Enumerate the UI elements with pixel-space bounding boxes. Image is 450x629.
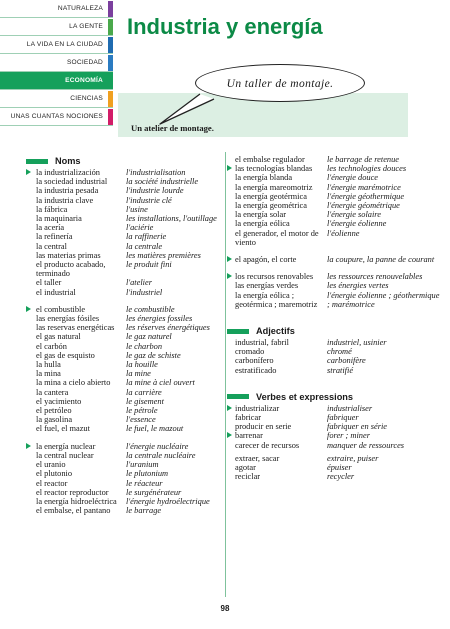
page-number: 98 [220,604,230,613]
french-translation: épuiser [327,463,352,473]
section-bar [227,394,249,399]
french-translation: la houille [126,360,158,370]
vocab-row [227,291,442,309]
french-translation: le gaz naturel [126,332,172,342]
vocab-row [26,214,226,223]
vocab-row [227,229,442,247]
spanish-term: la industria pesada [36,186,99,196]
french-translation: fabriquer [327,413,359,423]
spanish-term: la energía mareomotriz [235,182,313,192]
vocab-row [26,497,226,506]
french-translation: la centrale nucléaire [126,450,196,460]
vocab-row [227,422,442,431]
french-translation: l'industriel [126,287,163,297]
vocab-row [26,460,226,469]
section-heading [26,155,226,167]
french-translation: le gaz de schiste [126,350,181,360]
spanish-term: la energía geométrica [235,201,307,211]
spanish-term: la mina a cielo abierto [36,378,111,388]
spanish-term: la energía eólica [235,219,290,229]
vocab-row [227,255,442,264]
spanish-term: la industrialización [36,168,100,177]
spanish-term: fabricar [235,413,262,423]
spanish-term: la energía blanda [235,173,293,183]
vocab-row [26,369,226,378]
vocab-row [26,351,226,360]
french-translation: l'énergie nucléaire [126,441,189,451]
nav-item-label: CIENCIAS [70,95,103,102]
french-translation: industrialiser [327,403,373,413]
french-translation: l'industrie clé [126,195,172,205]
french-translation: l'usine [126,204,148,214]
section-bar [227,329,249,334]
nav-item-label: UNAS CUANTAS NOCIONES [10,113,103,120]
french-translation: l'énergie éolienne ; géothermique ; marémotrice [327,290,440,309]
spanish-term: industrializar [235,403,280,413]
right-column [227,155,442,481]
vocab-row [26,479,226,488]
speech-bubble: Un taller de montaje. [195,64,365,102]
vocab-row [26,288,226,297]
vocab-row [26,186,226,195]
french-translation: industriel, usinier [327,338,387,348]
spanish-term: las tecnologías blandas [235,164,313,174]
spanish-term: carbonífero [235,356,274,366]
section-title: Noms [55,156,81,166]
nav-item-label: NATURALEZA [57,5,103,12]
section-title: Verbes et expressions [256,391,354,402]
french-translation: les énergies vertes [327,281,389,291]
vocab-row [227,463,442,472]
spanish-term: la mina [36,369,61,379]
vocab-row [26,323,226,332]
french-translation: l'énergie douce [327,173,379,183]
spanish-term: el gas de esquisto [36,350,95,360]
left-column [26,155,226,515]
vocab-row [227,201,442,210]
vocab-row [227,441,442,450]
arrow-bullet-icon [26,306,31,312]
french-translation: le gisement [126,396,164,406]
french-translation: l'énergie géothermique [327,191,405,201]
french-translation: le barrage [126,506,162,516]
french-translation: forer ; miner [327,431,370,441]
french-translation: manquer de ressources [327,440,405,450]
spanish-term: la energía nuclear [36,441,96,451]
vocab-row [26,388,226,397]
spanish-term: el plutonio [36,469,73,479]
french-translation: le fuel, le mazout [126,424,184,434]
french-translation: l'industrialisation [126,168,186,177]
vocab-row [26,177,226,186]
section-heading [227,325,442,337]
vocab-row [26,314,226,323]
french-translation: l'industrie lourde [126,186,184,196]
vocab-row [26,424,226,433]
spanish-term: la gasolina [36,415,73,425]
spanish-term: la central nuclear [36,450,94,460]
vocab-row [26,332,226,341]
vocab-row [26,415,226,424]
french-translation: le combustible [126,304,175,314]
french-translation: la mine [126,369,151,379]
spanish-term: el gas natural [36,332,81,342]
vocab-row [26,378,226,387]
arrow-bullet-icon [227,165,232,171]
french-translation: carbonifère [327,356,366,366]
spanish-term: la hulla [36,360,61,370]
nav-item-label: SOCIEDAD [66,59,103,66]
french-translation: fabriquer en série [327,422,388,432]
french-translation: le réacteur [126,478,163,488]
vocab-row [227,210,442,219]
nav-item-label: ECONOMÍA [65,77,103,84]
spanish-term: el taller [36,278,62,288]
french-translation: l'atelier [126,278,152,288]
vocab-row [227,472,442,481]
vocab-row [26,397,226,406]
vocab-row [26,406,226,415]
section-bar [26,159,48,164]
spanish-term: el carbón [36,341,67,351]
vocab-row [26,251,226,260]
french-translation: la carrière [126,387,162,397]
spanish-term: los recursos renovables [235,272,314,282]
spanish-term: las energías fósiles [36,314,100,324]
spanish-term: el apagón, el corte [235,255,297,265]
french-translation: stratifié [327,365,354,375]
spanish-term: la sociedad industrial [36,177,108,187]
spanish-term: el embalse regulador [235,155,305,164]
spanish-term: la refinería [36,232,73,242]
spanish-term: el yacimiento [36,396,82,406]
spanish-term: la energía geotérmica [235,191,307,201]
french-translation: l'énergie hydroélectrique [126,496,210,506]
image-caption: Un atelier de montage. [131,123,214,133]
french-translation: l'uranium [126,460,159,470]
spanish-term: la fábrica [36,204,68,214]
vocab-row [227,431,442,440]
spanish-term: las energías verdes [235,281,299,291]
french-translation: les technologies douces [327,164,407,174]
french-translation: l'éolienne [327,228,360,238]
spanish-term: el reactor [36,478,68,488]
vocab-row [26,223,226,232]
spanish-term: las reservas energéticas [36,323,115,333]
spanish-term: el generador, el motor de viento [235,228,319,247]
spanish-term: el petróleo [36,406,72,416]
vocab-row [227,338,442,347]
spanish-term: el combustible [36,304,86,314]
arrow-bullet-icon [227,405,232,411]
french-translation: le pétrole [126,406,158,416]
spanish-term: la energía hidroeléctrica [36,496,117,506]
spanish-term: carecer de recursos [235,440,300,450]
spanish-term: las materias primas [36,250,101,260]
vocab-row [227,173,442,182]
spanish-term: el industrial [36,287,76,297]
spanish-term: extraer, sacar [235,453,280,463]
nav-item-label: LA VIDA EN LA CIUDAD [26,41,103,48]
arrow-bullet-icon [227,256,232,262]
vocab-row [26,305,226,314]
spanish-term: la maquinaria [36,214,82,224]
vocab-row [26,232,226,241]
spanish-term: el reactor reproductor [36,487,109,497]
vocab-row [26,488,226,497]
spanish-term: barrenar [235,431,263,441]
spanish-term: la acería [36,223,65,233]
vocab-row [227,404,442,413]
vocab-row [227,347,442,356]
french-translation: la coupure, la panne de courant [327,255,435,265]
french-translation: extraire, puiser [327,453,379,463]
spanish-term: agotar [235,463,256,473]
vocab-row [26,442,226,451]
french-translation: la mine à ciel ouvert [126,378,195,388]
french-translation: l'aciérie [126,223,154,233]
vocab-row [227,272,442,281]
spanish-term: el fuel, el mazut [36,424,90,434]
french-translation: le plutonium [126,469,169,479]
spanish-term: cromado [235,347,265,357]
spanish-term: la energía solar [235,210,287,220]
section-heading [227,391,442,403]
vocab-row [227,219,442,228]
arrow-bullet-icon [26,169,31,175]
spanish-term: estratificado [235,365,277,375]
vocab-row [26,278,226,287]
french-translation: la centrale [126,241,163,251]
french-translation: l'énergie éolienne [327,219,387,229]
spanish-term: producir en serie [235,422,292,432]
vocab-row [227,192,442,201]
french-translation: l'essence [126,415,156,425]
french-translation: les énergies fossiles [126,314,193,324]
spanish-term: la central [36,241,67,251]
vocab-row [26,196,226,205]
vocab-row [26,168,226,177]
french-translation: recycler [327,472,355,482]
french-translation: les ressources renouvelables [327,272,423,282]
french-translation: les réserves énergétiques [126,323,210,333]
french-translation: l'énergie géométrique [327,201,400,211]
spanish-term: el producto acabado, terminado [36,260,106,279]
arrow-bullet-icon [227,273,232,279]
arrow-bullet-icon [26,443,31,449]
vocab-row [26,506,226,515]
vocab-row [227,155,442,164]
french-translation: la société industrielle [126,177,199,187]
nav-item-label: LA GENTE [69,23,103,30]
spanish-term: la energía eólica ; geotérmica ; maremotriz [235,290,318,309]
french-translation: le barrage de retenue [327,155,400,164]
french-translation: les installations, l'outillage [126,214,217,224]
spanish-term: reciclar [235,472,261,482]
vocab-row [227,164,442,173]
french-translation: chromé [327,347,352,357]
spanish-term: industrial, fabril [235,338,289,348]
vocab-row [227,413,442,422]
vocab-row [227,356,442,365]
vocab-row [26,451,226,460]
french-translation: les matières premières [126,250,201,260]
french-translation: l'énergie marémotrice [327,182,401,192]
spanish-term: el uranio [36,460,66,470]
vocab-row [26,242,226,251]
spanish-term: la industria clave [36,195,94,205]
arrow-bullet-icon [227,432,232,438]
french-translation: le produit fini [126,260,172,270]
vocab-row [227,454,442,463]
vocab-row [26,469,226,478]
vocab-row [227,281,442,290]
french-translation: le charbon [126,341,163,351]
french-translation: la raffinerie [126,232,167,242]
section-title: Adjectifs [256,326,295,337]
vocab-row [26,342,226,351]
spanish-term: la cantera [36,387,69,397]
vocab-row [227,183,442,192]
french-translation: l'énergie solaire [327,210,381,220]
page-title: Industria y energía [127,14,323,39]
vocab-row [26,205,226,214]
vocab-row [26,260,226,278]
vocab-row [227,366,442,375]
french-translation: le surgénérateur [126,487,182,497]
spanish-term: el embalse, el pantano [36,506,111,516]
vocab-row [26,360,226,369]
